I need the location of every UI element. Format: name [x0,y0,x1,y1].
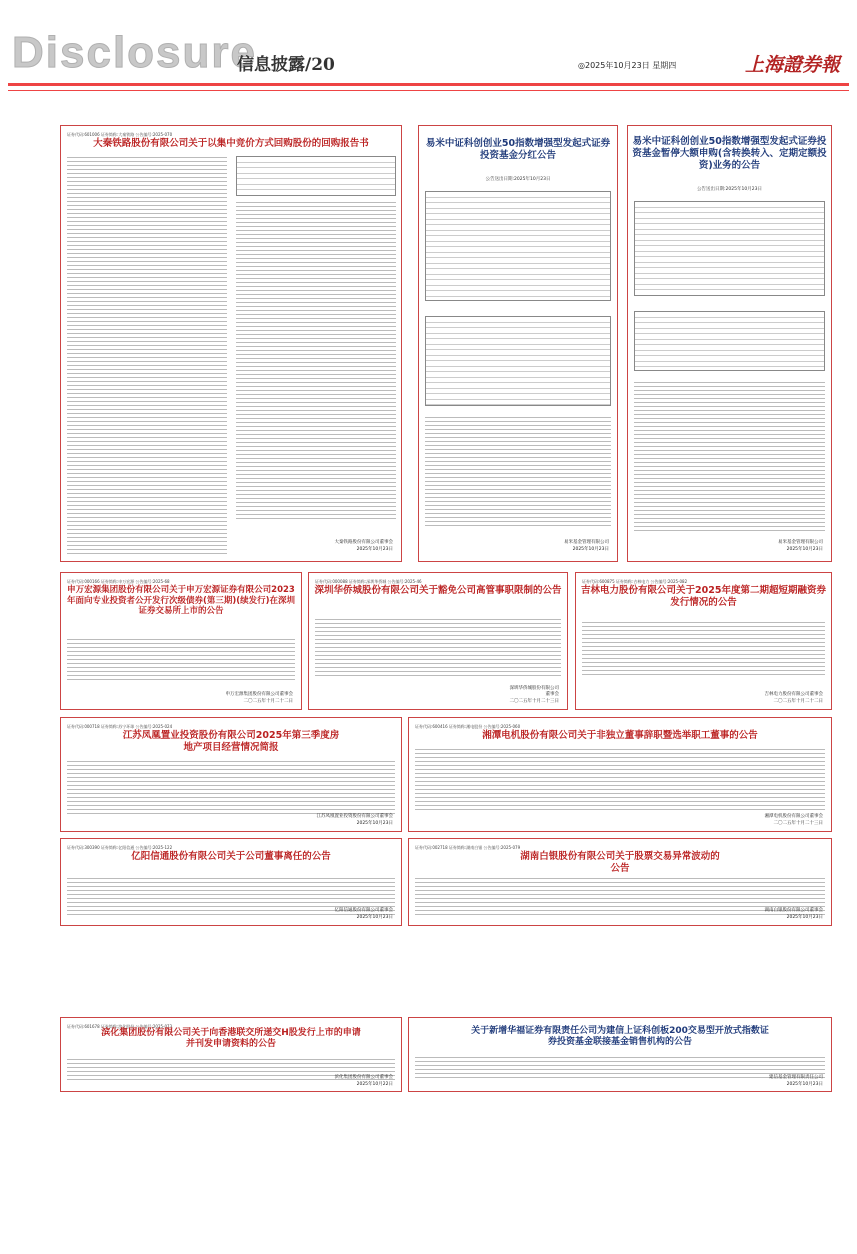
notice-signature: 深圳华侨城股份有限公司 董事会 二〇二五年十月二十三日 [509,686,559,704]
notice-signature: 建信基金管理有限责任公司 2025年10月23日 [769,1075,823,1087]
notice-table-2 [634,311,825,371]
notice-signature: 湘潭电机股份有限公司董事会 二〇二五年十月二十三日 [764,814,823,826]
notice-title: 易米中证科创创业50指数增强型发起式证券投资基金分红公告 [425,138,611,161]
notice-table [425,191,611,301]
masthead [0,0,857,110]
notice-title: 亿阳信通股份有限公司关于公司董事离任的公告 [131,851,331,862]
notice-code: 证券代码:300390 证券简称:亿阳信通 公告编号:2025-122 [67,845,173,850]
header-rule [8,83,849,86]
notice-signature: 湖南白银股份有限公司董事会 2025年10月23日 [764,908,823,920]
notice-body [415,877,825,915]
notice-huaqiaocheng [308,572,568,710]
notice-body [634,381,825,531]
notice-code: 证券代码:000718 证券简称:苏宁环球 公告编号:2025-024 [67,724,173,729]
notice-signature: 江苏凤凰置业投资股份有限公司董事会 2025年10月23日 [316,814,393,826]
notice-shenwan [60,572,302,710]
notice-daqin [60,125,402,562]
notice-table [634,201,825,296]
notice-body [415,1056,825,1081]
notice-code: 证券代码:601006 证券简称:大秦铁路 公告编号:2025-070 [67,132,173,137]
notice-body [582,621,825,676]
paper-name: 上海證券報 [745,54,841,76]
notice-yiyang [60,838,402,926]
notice-title: 江苏凤凰置业投资股份有限公司2025年第三季度房地产项目经营情况简报 [122,730,340,753]
notice-yimi-suspend [627,125,832,562]
notice-jilin-power [575,572,832,710]
notice-table [236,156,396,196]
notice-code: 证券代码:600416 证券简称:湘电股份 公告编号:2025-060 [415,724,521,729]
notice-code: 证券代码:000166 证券简称:申万宏源 公告编号:2025-68 [67,579,170,584]
notice-date: 公告送出日期:2025年10月23日 [485,177,551,182]
header-rule-thin [8,90,849,91]
notice-body-2 [236,201,396,521]
notice-signature: 吉林电力股份有限公司董事会 二〇二五年十月二十二日 [764,692,823,704]
issue-date: ◎2025年10月23日 星期四 [578,61,677,70]
notice-signature: 易米基金管理有限公司 2025年10月23日 [564,540,609,552]
notice-code: 证券代码:002718 证券简称:湖南白银 公告编号:2025-079 [415,845,521,850]
notice-body [315,618,561,678]
notice-title: 关于新增华福证券有限责任公司为建信上证科创板200交易型开放式指数证券投资基金联接基金销售机构的公告 [471,1026,769,1048]
notice-body [67,760,395,815]
notice-code: 证券代码:600875 证券简称:吉林电力 公告编号:2025-082 [582,579,688,584]
notice-title: 湘潭电机股份有限公司关于非独立董事辞职暨选举职工董事的公告 [482,730,758,741]
notice-body [415,748,825,813]
notice-binhua [60,1017,402,1092]
notice-title: 深圳华侨城股份有限公司关于豁免公司高管事职限制的公告 [314,585,562,596]
notice-title: 吉林电力股份有限公司关于2025年度第二期超短期融资券发行情况的公告 [581,585,826,608]
notice-date: 公告送出日期:2025年10月23日 [697,187,762,192]
notice-title: 申万宏源集团股份有限公司关于申万宏源证券有限公司2023年面向专业投资者公开发行次级债券(第三期)(续发行)在深圳证券交易所上市的公告 [66,585,296,617]
notice-signature: 亿阳信通股份有限公司董事会 2025年10月23日 [334,908,393,920]
notice-title: 大秦铁路股份有限公司关于以集中竞价方式回购股份的回购报告书 [93,138,369,149]
notice-code: 证券代码:601678 证券简称:滨化股份 公告编号:2025-073 [67,1024,173,1029]
notice-body [67,638,295,683]
brand-logo: Disclosure [12,28,257,77]
notice-signature: 滨化集团股份有限公司董事会 2025年10月22日 [334,1075,393,1087]
notice-xiangdian [408,717,832,832]
notice-ccb-fund [408,1017,832,1092]
section-title: 信息披露/20 [237,55,335,75]
notice-body [67,156,227,556]
notice-fenghuang [60,717,402,832]
notice-title: 易米中证科创创业50指数增强型发起式证券投资基金暂停大额申购(含转换转入、定期定额投资)业务的公告 [632,136,827,171]
notice-title: 湖南白银股份有限公司关于股票交易异常波动的公告 [520,851,720,874]
notice-title: 滨化集团股份有限公司关于向香港联交所递交H股发行上市的申请并刊发申请资料的公告 [101,1028,361,1050]
notice-signature: 大秦铁路股份有限公司董事会 2025年10月23日 [334,540,393,552]
notice-code: 证券代码:000088 证券简称:深圳华侨城 公告编号:2025-46 [315,579,422,584]
notice-body [425,416,611,526]
notice-table-2 [425,316,611,406]
notice-hunan-silver [408,838,832,926]
notice-signature: 易米基金管理有限公司 2025年10月23日 [778,540,823,552]
notice-signature: 申万宏源集团股份有限公司董事会 二〇二五年十月二十二日 [225,692,293,704]
notice-yimi-dividend [418,125,618,562]
